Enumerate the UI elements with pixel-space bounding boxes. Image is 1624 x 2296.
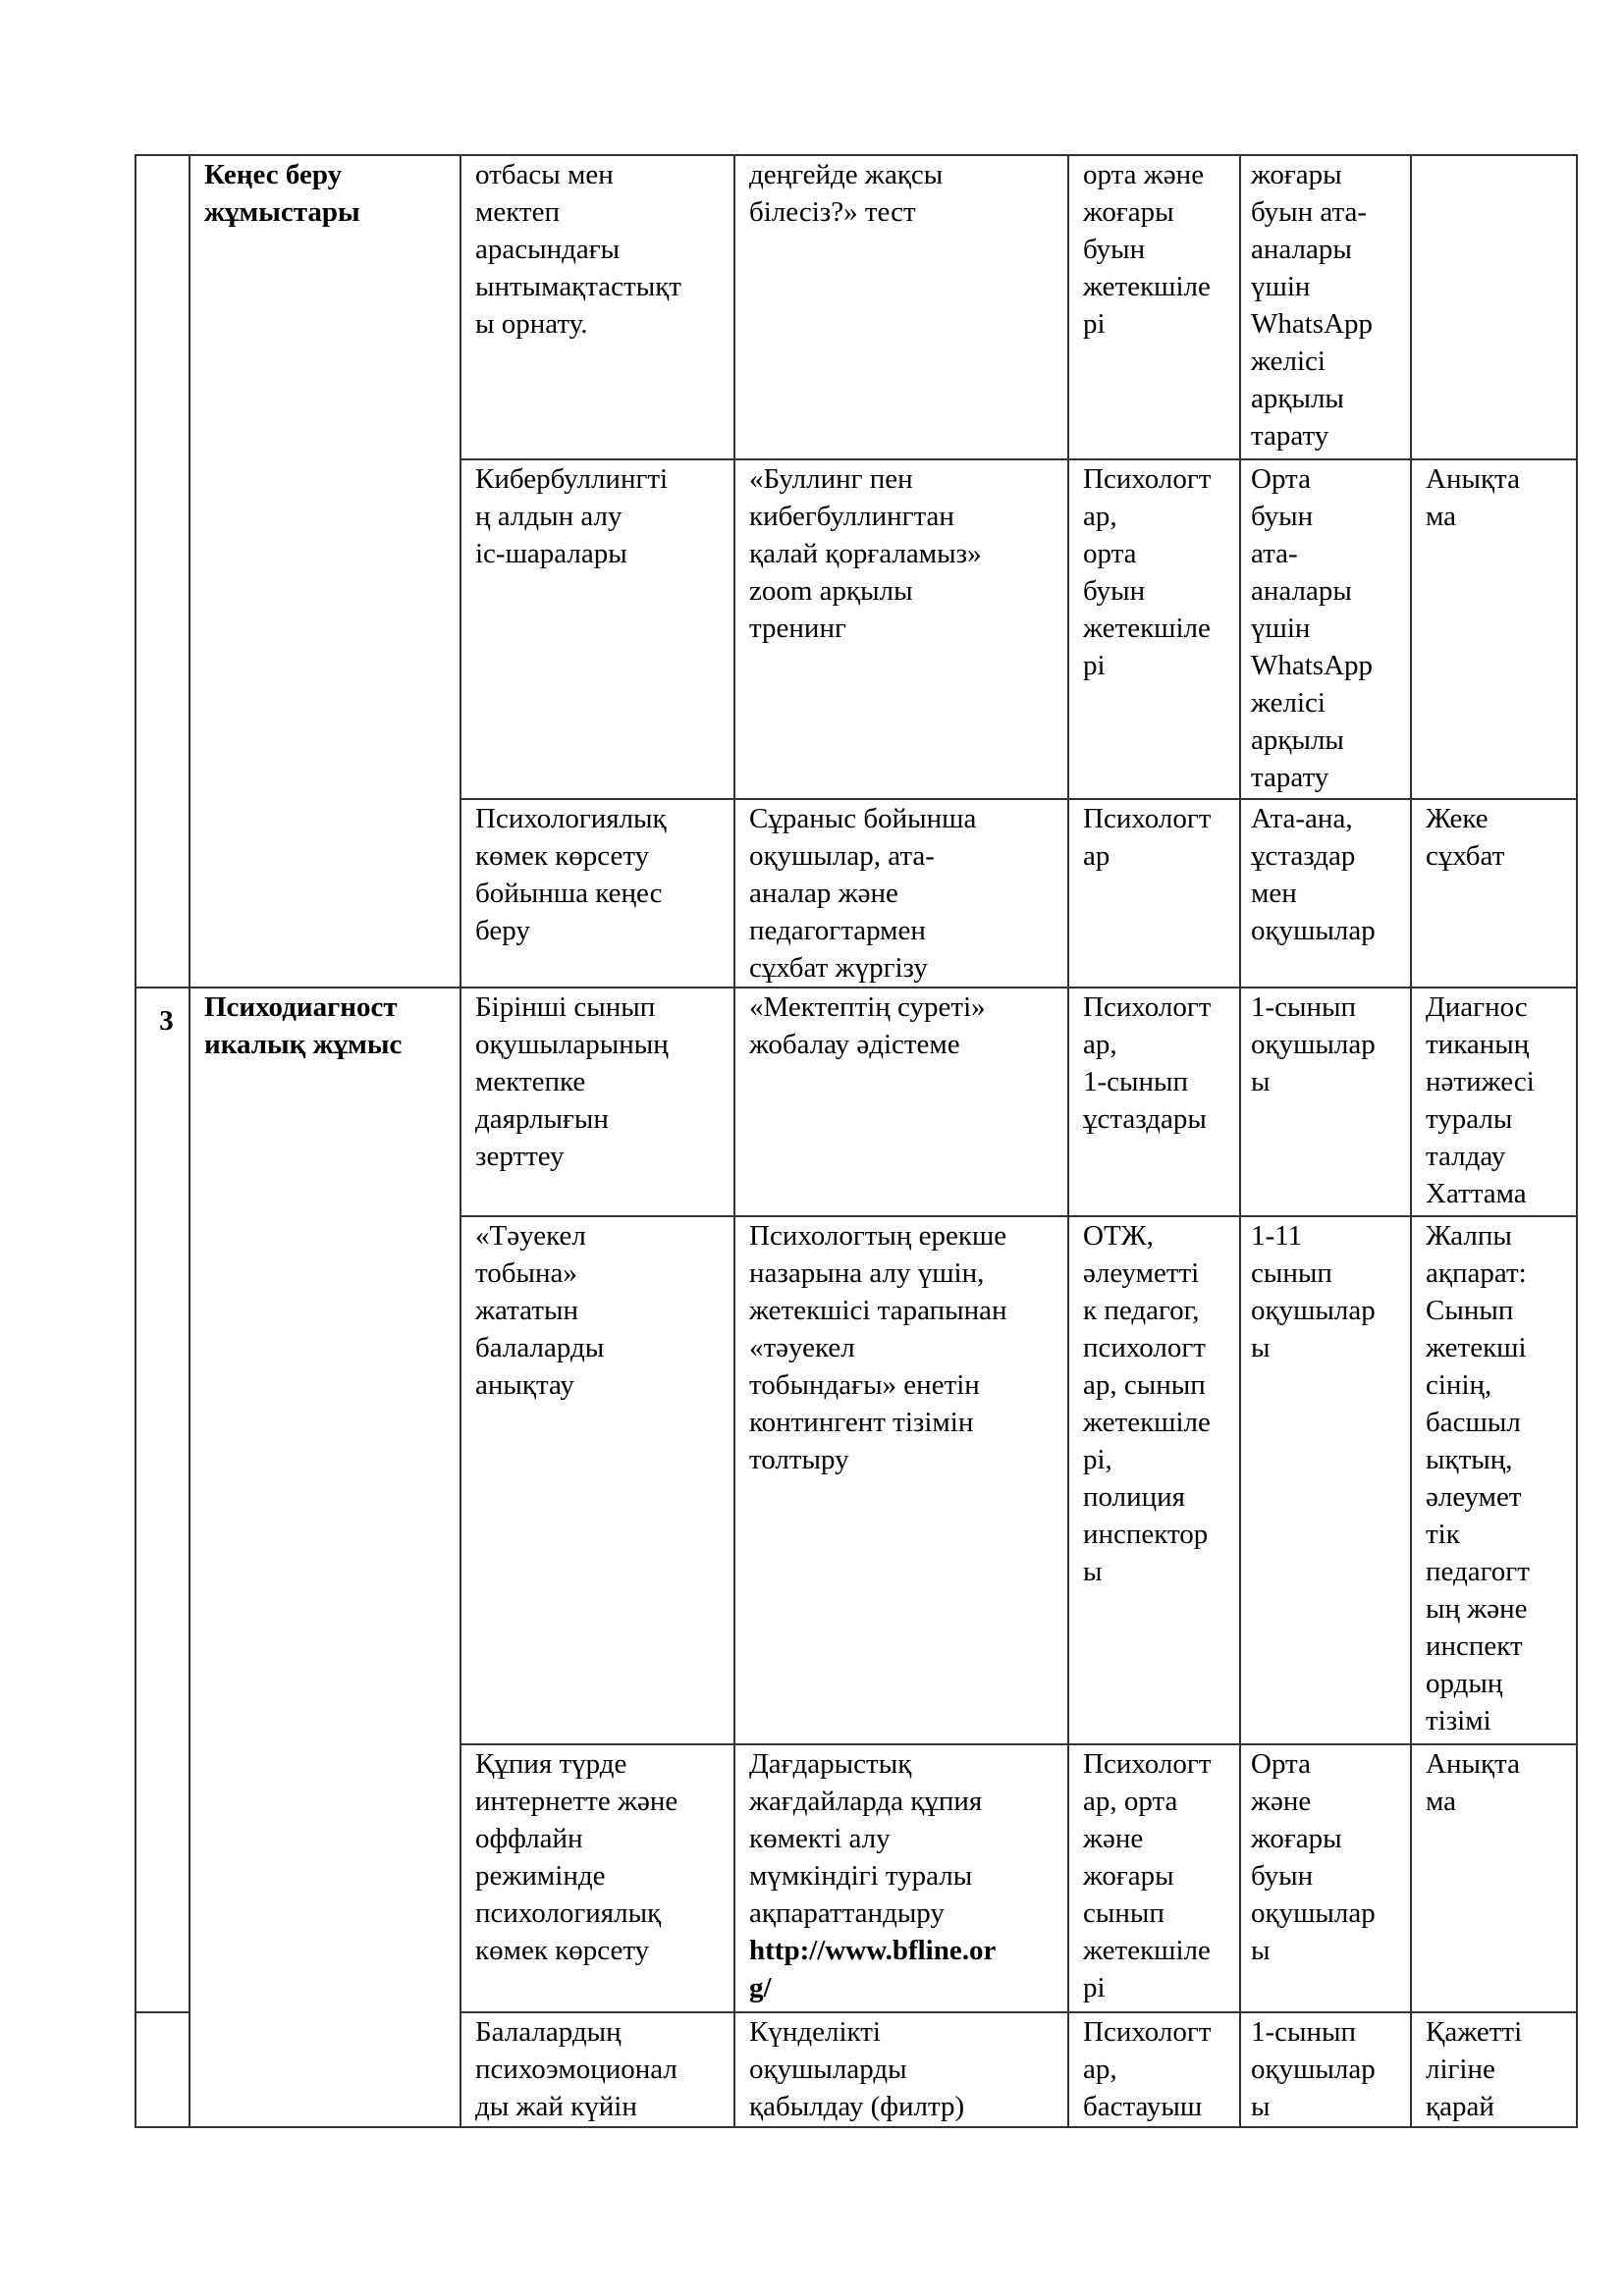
target-cell (1240, 459, 1411, 799)
responsible-text: орта және жоғары буын жетекшіле рі (1083, 159, 1211, 340)
work-text: Психологиялық көмек көрсету бойынша кеңес беру (475, 803, 667, 946)
work-cell (460, 155, 734, 459)
result-text: Қажетті лігіне қарай (1426, 2016, 1523, 2122)
target-cell (1240, 1216, 1411, 1744)
form-text: Сұраныс бойынша оқушылар, ата- аналар және педагогтармен сұхбат жүргізу (749, 803, 977, 984)
target-cell (1240, 1744, 1411, 2012)
direction-title: Кеңес беру жұмыстары (204, 159, 360, 228)
form-text: «Мектептің суреті» жобалау әдістеме (749, 991, 986, 1060)
work-plan-table (135, 154, 1578, 2128)
target-text: 1-сынып оқушылар ы (1251, 991, 1376, 1097)
form-cell (734, 988, 1068, 1216)
result-cell (1411, 155, 1577, 459)
result-text: Анықта ма (1426, 463, 1520, 532)
responsible-text: Психологт ар, орта буын жетекшіле рі (1083, 463, 1212, 681)
direction-title: Психодиагност икалық жұмыс (204, 991, 403, 1060)
work-text: отбасы мен мектеп арасындағы ынтымақтастықт ы орнату. (475, 159, 681, 340)
form-cell (734, 799, 1068, 988)
target-cell (1240, 155, 1411, 459)
work-cell (460, 459, 734, 799)
section-number-cell (135, 155, 189, 988)
result-cell (1411, 799, 1577, 988)
responsible-text: Психологт ар, 1-сынып ұстаздары (1083, 991, 1212, 1135)
result-cell (1411, 459, 1577, 799)
responsible-cell (1068, 459, 1240, 799)
work-text: «Тәуекел тобына» жататын балаларды анықтау (475, 1220, 605, 1401)
form-cell (734, 459, 1068, 799)
form-cell (734, 1744, 1068, 2012)
target-text: 1-11 сынып оқушылар ы (1251, 1220, 1376, 1363)
target-text: Орта буын ата- аналары үшін WhatsApp желісі арқылы тарату (1251, 463, 1374, 793)
work-cell (460, 2012, 734, 2127)
target-text: Ата-ана, ұстаздар мен оқушылар (1251, 803, 1376, 946)
form-text: Психологтың ерекше назарына алу үшін, жетекшісі тарапынан «тәуекел тобындағы» енетін контингент тізімін толтыру (749, 1220, 1007, 1475)
responsible-cell (1068, 2012, 1240, 2127)
responsible-text: ОТЖ, әлеуметті к педагог, психологт ар, сынып жетекшіле рі, полиция инспектор ы (1083, 1220, 1211, 1587)
result-text: Диагнос тиканың нәтижесі туралы талдау Хаттама (1426, 991, 1535, 1209)
responsible-cell (1068, 1744, 1240, 2012)
work-text: Құпия түрде интернетте және оффлайн режимінде психологиялық көмек көрсету (475, 1748, 678, 1966)
result-text: Жеке сұхбат (1426, 803, 1505, 872)
result-cell (1411, 1216, 1577, 1744)
form-cell (734, 2012, 1068, 2127)
responsible-cell (1068, 988, 1240, 1216)
responsible-cell (1068, 799, 1240, 988)
direction-cell (189, 155, 460, 988)
work-cell (460, 1744, 734, 2012)
section-number: 3 (159, 1005, 174, 1037)
responsible-cell (1068, 155, 1240, 459)
section-number-cell (135, 988, 189, 2012)
result-text: Жалпы ақпарат: Сынып жетекші сінің, басшыл ықтың, әлеумет тік педагогт ың және инспект ордың тізімі (1426, 1220, 1530, 1736)
target-cell (1240, 988, 1411, 1216)
form-text: Күнделікті оқушыларды қабылдау (филтр) (749, 2016, 965, 2122)
target-cell (1240, 799, 1411, 988)
table-row (135, 155, 1577, 459)
responsible-text: Психологт ар, орта және жоғары сынып жетекшіле рі (1083, 1748, 1212, 2003)
table-row (135, 988, 1577, 1216)
work-cell (460, 799, 734, 988)
work-cell (460, 1216, 734, 1744)
form-text: Дағдарыстық жағдайларда құпия көмекті алу мүмкіндігі туралы ақпараттандыру (749, 1748, 983, 1929)
form-text: «Буллинг пен кибегбуллингтан қалай қорғаламыз» zoom арқылы тренинг (749, 463, 982, 644)
work-text: Бірінші сынып оқушыларының мектепке даярлығын зерттеу (475, 991, 669, 1172)
bfline-link[interactable]: http://www.bfline.or g/ (749, 1935, 997, 2003)
target-cell (1240, 2012, 1411, 2127)
target-text: Орта және жоғары буын оқушылар ы (1251, 1748, 1376, 1966)
form-cell (734, 1216, 1068, 1744)
responsible-cell (1068, 1216, 1240, 1744)
empty-number-cell (135, 2012, 189, 2127)
result-cell (1411, 988, 1577, 1216)
responsible-text: Психологт ар (1083, 803, 1212, 872)
result-cell (1411, 1744, 1577, 2012)
form-text: деңгейде жақсы білесіз?» тест (749, 159, 944, 228)
form-cell (734, 155, 1068, 459)
work-text: Кибербуллингті ң алдын алу іс-шаралары (475, 463, 669, 569)
work-text: Балалардың психоэмоционал ды жай күйін (475, 2016, 677, 2122)
responsible-text: Психологт ар, бастауыш (1083, 2016, 1212, 2122)
result-cell (1411, 2012, 1577, 2127)
direction-cell (189, 988, 460, 2127)
result-text: Анықта ма (1426, 1748, 1520, 1817)
work-cell (460, 988, 734, 1216)
target-text: 1-сынып оқушылар ы (1251, 2016, 1376, 2122)
target-text: жоғары буын ата- аналары үшін WhatsApp желісі арқылы тарату (1251, 159, 1374, 452)
